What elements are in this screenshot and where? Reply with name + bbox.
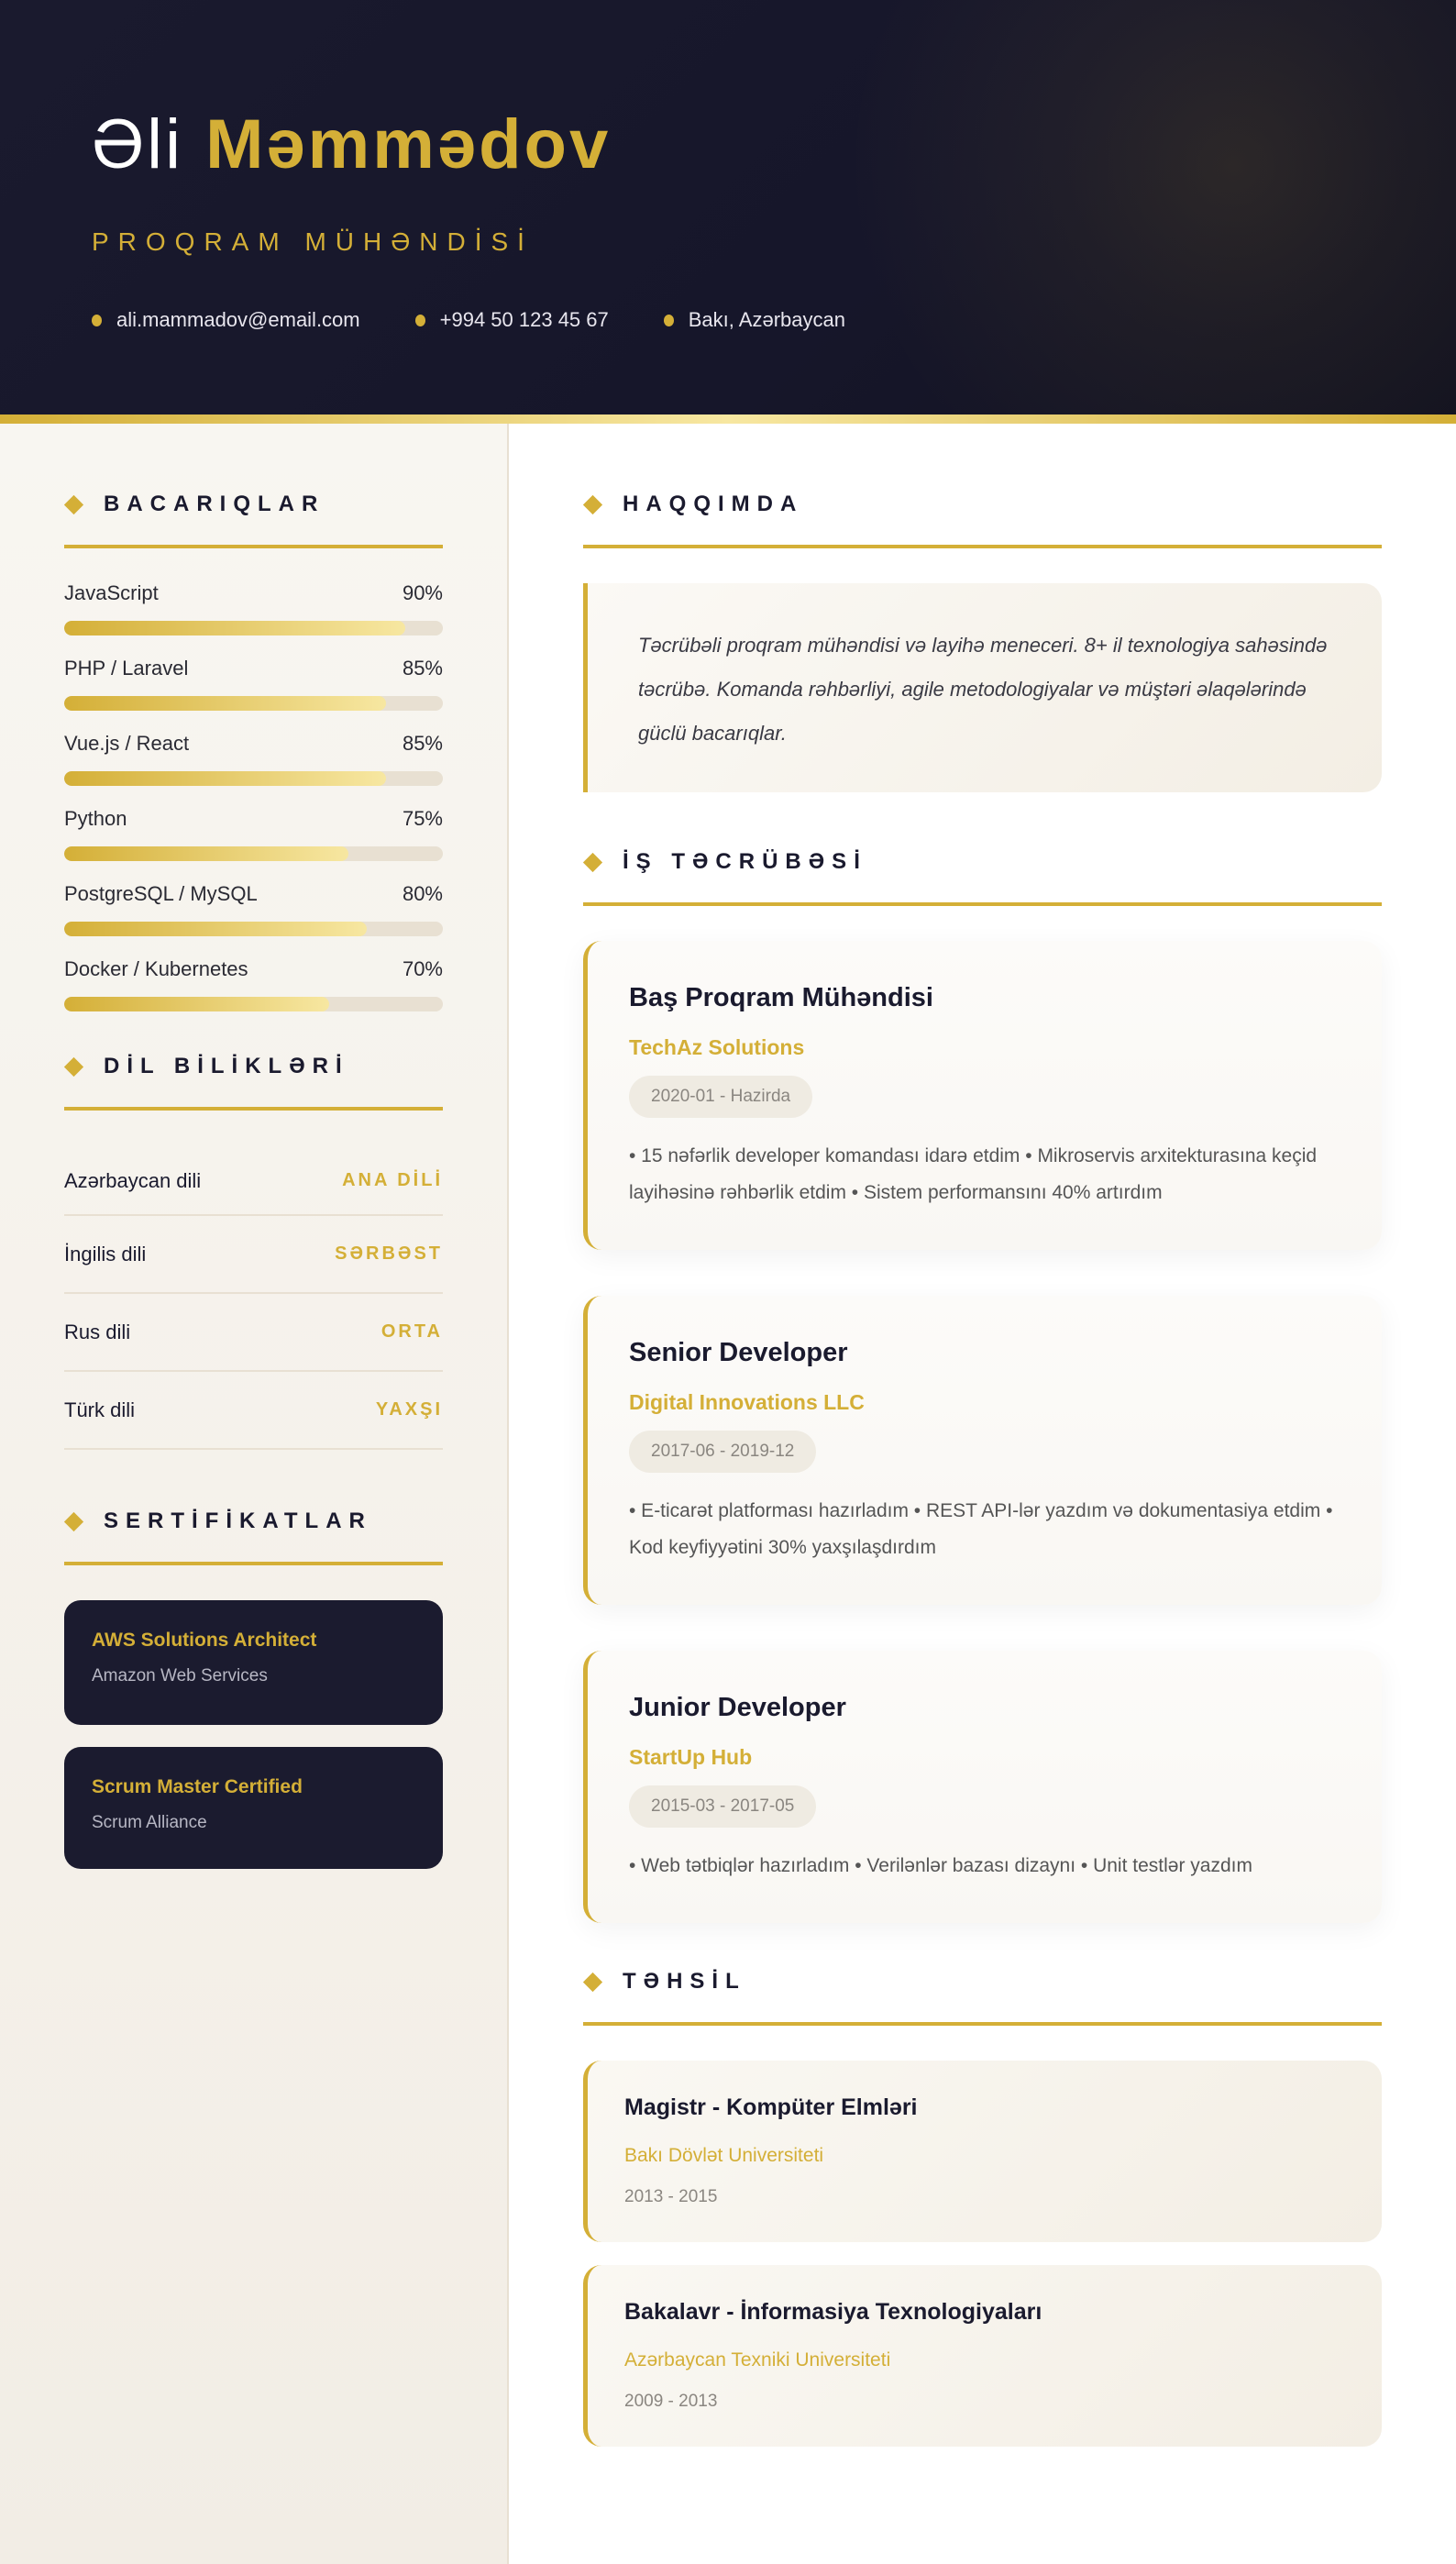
- diamond-icon: [64, 1056, 83, 1076]
- section-divider: [64, 545, 443, 548]
- section-heading: [583, 492, 1382, 517]
- contact-list: [92, 308, 1456, 332]
- diamond-icon: [583, 852, 602, 871]
- company-name: TechAz Solutions: [629, 1035, 805, 1059]
- experience-card: [583, 1296, 1382, 1605]
- resume-header: [0, 0, 1456, 414]
- skill-percent: 85%: [402, 657, 443, 680]
- contact-phone-text: +994 50 123 45 67: [439, 308, 609, 331]
- section-divider: [64, 1562, 443, 1565]
- skill-progress-fill: [64, 846, 348, 861]
- education-card: [583, 2265, 1382, 2447]
- certificate-card: [64, 1747, 443, 1869]
- skill-name: Python: [64, 807, 127, 830]
- dot-icon: [664, 315, 674, 326]
- experience-section: [583, 849, 1382, 1923]
- skills-title: BACARIQLAR: [104, 492, 325, 516]
- skill-progress-bar: [64, 997, 443, 1011]
- job-position: Junior Developer: [629, 1693, 846, 1722]
- date-badge: 2017-06 - 2019-12: [629, 1431, 816, 1473]
- school-name: Azərbaycan Texniki Universiteti: [624, 2349, 891, 2371]
- study-years: 2013 - 2015: [624, 2187, 718, 2206]
- certificate-name: Scrum Master Certified: [92, 1776, 303, 1797]
- language-item: [64, 1216, 443, 1294]
- language-level: SƏRBƏST: [335, 1243, 443, 1264]
- skill-percent: 70%: [402, 957, 443, 980]
- full-name: [92, 105, 1456, 183]
- skill-percent: 80%: [402, 882, 443, 905]
- skill-progress-fill: [64, 922, 367, 936]
- section-divider: [64, 1107, 443, 1111]
- diamond-icon: [64, 1511, 83, 1531]
- skill-progress-fill: [64, 771, 386, 786]
- education-list: [583, 2061, 1382, 2447]
- skill-name: JavaScript: [64, 581, 159, 604]
- language-item: [64, 1372, 443, 1450]
- diamond-icon: [64, 494, 83, 514]
- job-description: • Web tətbiqlər hazırladım • Verilənlər bazası dizaynı • Unit testlər yazdım: [629, 1855, 1252, 1876]
- skill-name: PHP / Laravel: [64, 657, 189, 680]
- skill-progress-bar: [64, 771, 443, 786]
- date-badge: 2020-01 - Hazirda: [629, 1076, 812, 1118]
- section-heading: [583, 849, 1382, 875]
- study-years: 2009 - 2013: [624, 2392, 718, 2411]
- diamond-icon: [583, 1972, 602, 1991]
- about-title: HAQQIMDA: [623, 492, 804, 516]
- skills-section: [64, 492, 443, 1011]
- contact-email-text: ali.mammadov@email.com: [116, 308, 360, 331]
- company-name: Digital Innovations LLC: [629, 1390, 865, 1414]
- job-description: • E-ticarət platforması hazırladım • REST API-lər yazdım və dokumentasiya etdim • Kod keyfiyyətini 30% yaxşılaşdırdım: [629, 1500, 1333, 1558]
- section-heading: [64, 1054, 443, 1079]
- diamond-icon: [583, 494, 602, 514]
- degree: Bakalavr - İnformasiya Texnologiyaları: [624, 2299, 1042, 2325]
- certificates-title: SERTİFİKATLAR: [104, 1509, 372, 1533]
- section-heading: [64, 492, 443, 517]
- skill-item: [64, 583, 443, 635]
- certificate-card: [64, 1600, 443, 1725]
- education-title: TƏHSİL: [623, 1969, 746, 1994]
- certificates-list: [64, 1600, 443, 1869]
- language-level: YAXŞI: [375, 1399, 443, 1420]
- language-item: [64, 1147, 443, 1216]
- section-heading: [583, 1969, 1382, 1995]
- skill-name: Docker / Kubernetes: [64, 957, 248, 980]
- about-section: [583, 492, 1382, 792]
- certificate-name: AWS Solutions Architect: [92, 1630, 317, 1651]
- skill-progress-bar: [64, 922, 443, 936]
- contact-email[interactable]: [92, 308, 360, 332]
- language-name: Azərbaycan dili: [64, 1168, 202, 1192]
- language-item: [64, 1294, 443, 1372]
- skill-progress-fill: [64, 696, 386, 711]
- experience-card: [583, 1651, 1382, 1923]
- section-divider: [583, 902, 1382, 906]
- skill-item: [64, 809, 443, 861]
- section-divider: [583, 545, 1382, 548]
- header-gold-divider: [0, 414, 1456, 424]
- experience-card: [583, 941, 1382, 1250]
- certificate-issuer: Scrum Alliance: [92, 1813, 207, 1832]
- skill-progress-bar: [64, 696, 443, 711]
- degree: Magistr - Kompüter Elmləri: [624, 2094, 918, 2120]
- skill-item: [64, 734, 443, 786]
- skill-progress-fill: [64, 621, 405, 635]
- skill-percent: 85%: [402, 732, 443, 755]
- skill-progress-bar: [64, 621, 443, 635]
- languages-list: [64, 1147, 443, 1450]
- skill-item: [64, 959, 443, 1011]
- dot-icon: [92, 315, 102, 326]
- company-name: StartUp Hub: [629, 1745, 753, 1769]
- certificate-issuer: Amazon Web Services: [92, 1666, 268, 1685]
- skill-progress-fill: [64, 997, 329, 1011]
- sidebar: [0, 424, 509, 2564]
- contact-location: [664, 308, 845, 332]
- skills-list: [64, 583, 443, 1011]
- language-name: Rus dili: [64, 1320, 131, 1343]
- skill-name: PostgreSQL / MySQL: [64, 882, 258, 905]
- skill-progress-bar: [64, 846, 443, 861]
- education-section: [583, 1969, 1382, 2447]
- experience-list: [583, 941, 1382, 1923]
- language-name: Türk dili: [64, 1398, 136, 1421]
- skill-percent: 90%: [402, 581, 443, 604]
- contact-location-text: Bakı, Azərbaycan: [688, 308, 845, 331]
- language-name: İngilis dili: [64, 1242, 147, 1265]
- job-position: Senior Developer: [629, 1338, 848, 1367]
- skill-item: [64, 658, 443, 711]
- experience-title: İŞ TƏCRÜBƏSİ: [623, 849, 867, 874]
- job-title: PROQRAM MÜHƏNDİSİ: [92, 227, 534, 256]
- certificates-section: [64, 1509, 443, 1869]
- school-name: Bakı Dövlət Universiteti: [624, 2145, 824, 2166]
- job-description: • 15 nəfərlik developer komandası idarə etdim • Mikroservis arxitekturasına keçid layihəsinə rəhbərlik etdim • Sistem performansını 40% artırdım: [629, 1145, 1318, 1203]
- contact-phone[interactable]: [415, 308, 609, 332]
- job-position: Baş Proqram Mühəndisi: [629, 983, 933, 1012]
- main-content: [509, 424, 1456, 2564]
- languages-section: [64, 1054, 443, 1450]
- language-level: ORTA: [381, 1321, 443, 1342]
- languages-title: DİL BİLİKLƏRİ: [104, 1054, 349, 1078]
- language-level: ANA DİLİ: [342, 1170, 443, 1190]
- skill-percent: 75%: [402, 807, 443, 830]
- skill-name: Vue.js / React: [64, 732, 190, 755]
- section-divider: [583, 2022, 1382, 2026]
- dot-icon: [415, 315, 425, 326]
- date-badge: 2015-03 - 2017-05: [629, 1785, 816, 1828]
- resume-body: [0, 424, 1456, 2564]
- first-name: Əli: [92, 105, 183, 183]
- education-card: [583, 2061, 1382, 2242]
- skill-item: [64, 884, 443, 936]
- last-name: Məmmədov: [205, 105, 612, 183]
- about-text: Təcrübəli proqram mühəndisi və layihə meneceri. 8+ il texnologiya sahəsində təcrübə. Komanda rəhbərliyi, agile metodologiyalar və müştəri əlaqələrində güclü bacarıqlar.: [583, 583, 1382, 792]
- section-heading: [64, 1509, 443, 1534]
